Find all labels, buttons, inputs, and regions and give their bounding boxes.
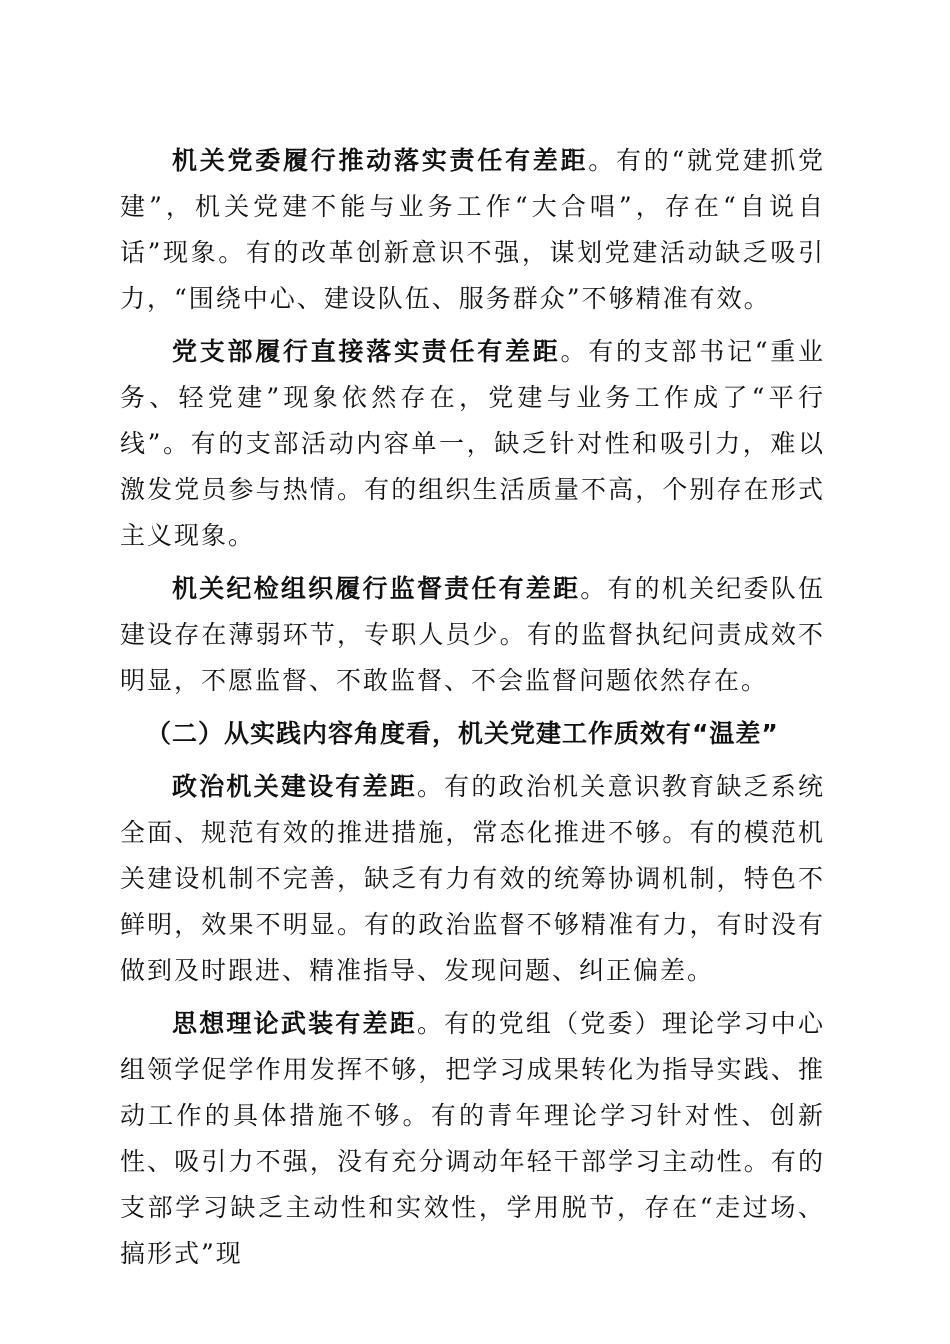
paragraph-theory-armament	[120, 1001, 825, 1277]
document-body	[120, 138, 825, 1284]
paragraph-text: 。有的“就党建抓党建”，机关党建不能与业务工作“大合唱”，存在“自说自话”现象。有的改革创新意识不强，谋划党建活动缺乏吸引力，“围绕中心、建设队伍、服务群众”不够精准有效。	[120, 146, 826, 313]
paragraph-lead: 思想理论武装有差距	[172, 1009, 417, 1038]
paragraph-party-branch	[120, 329, 825, 559]
paragraph-text: 。有的支部书记“重业务、轻党建”现象依然存在，党建与业务工作成了“平行线”。有的支部活动内容单一，缺乏针对性和吸引力，难以激发党员参与热情。有的组织生活质量不高，个别存在形式主义现象。	[120, 337, 825, 550]
paragraph-lead: 政治机关建设有差距	[172, 772, 417, 801]
paragraph-text: 。有的机关纪委队伍建设存在薄弱环节，专职人员少。有的监督执纪问责成效不明显，不愿监督、不敢监督、不会监督问题依然存在。	[120, 574, 825, 695]
paragraph-text: 。有的党组（党委）理论学习中心组领学促学作用发挥不够，把学习成果转化为指导实践、推动工作的具体措施不够。有的青年理论学习针对性、创新性、吸引力不强，没有充分调动年轻干部学习主动性。有的支部学习缺乏主动性和实效性，学用脱节，存在“走过场、搞形式”现	[120, 1009, 825, 1268]
paragraph-party-committee	[120, 138, 825, 322]
paragraph-text: 。有的政治机关意识教育缺乏系统全面、规范有效的推进措施，常态化推进不够。有的模范机关建设机制不完善，缺乏有力有效的统筹协调机制，特色不鲜明，效果不明显。有的政治监督不够精准有力，有时没有做到及时跟进、精准指导、发现问题、纠正偏差。	[120, 772, 825, 985]
paragraph-political-organ	[120, 764, 825, 994]
paragraph-lead: 机关纪检组织履行监督责任有差距	[172, 574, 581, 603]
paragraph-lead: 机关党委履行推动落实责任有差距	[172, 146, 589, 175]
paragraph-discipline-inspection	[120, 566, 825, 704]
section-heading: （二）从实践内容角度看，机关党建工作质效有“温差”	[146, 719, 779, 748]
paragraph-lead: 党支部履行直接落实责任有差距	[172, 337, 561, 366]
